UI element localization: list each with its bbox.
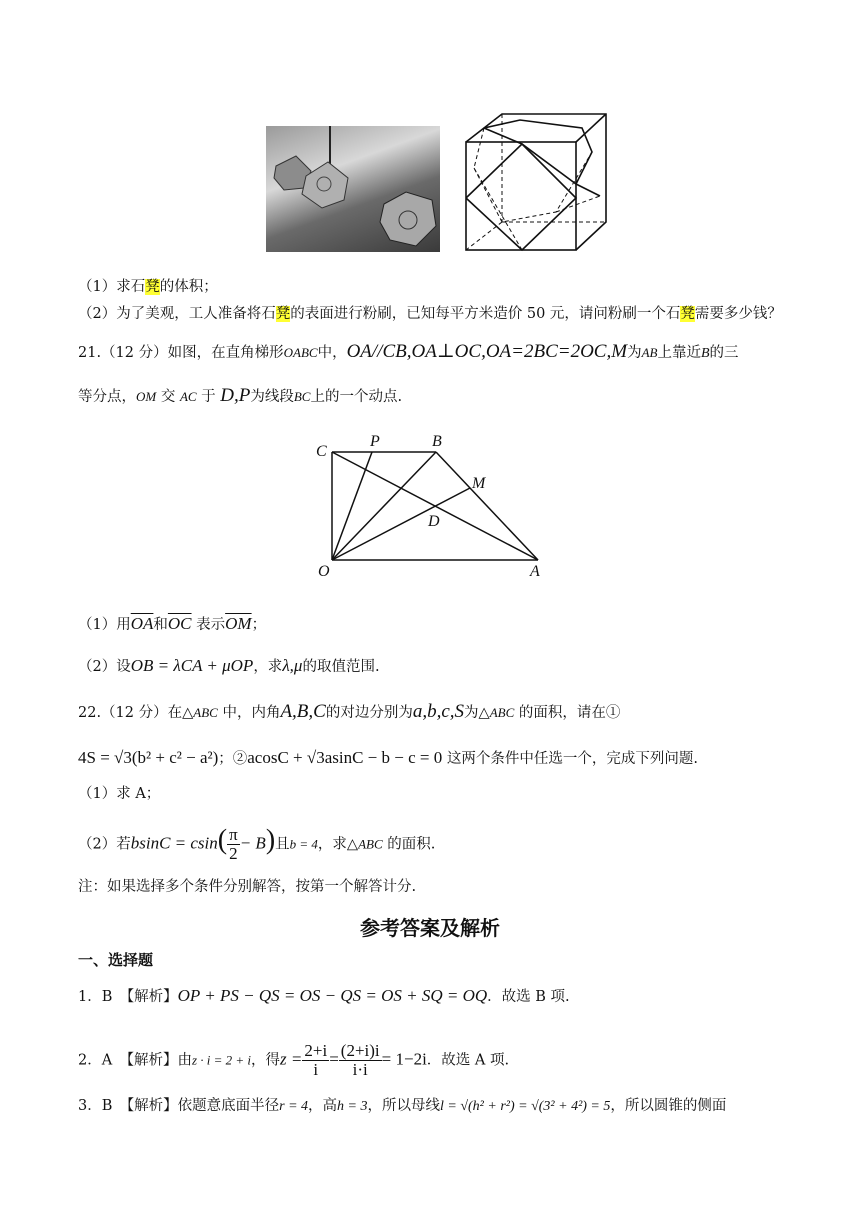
label-A: A <box>530 563 540 580</box>
answer-1: 1．B 【解析】OP + PS − QS = OS − QS = OS + SQ = OQ．故选 B 项. <box>78 986 570 1005</box>
trapezoid-diagram <box>314 430 554 604</box>
answer-2: 2．A 【解析】由z · i = 2 + i，得z = $\frac{2+i}{i}$ = $\frac{(2+i)i}{i\cdot i}$ = 1−2i．故选 A 项. <box>78 1041 510 1079</box>
label-O: O <box>318 563 330 580</box>
label-B: B <box>432 433 442 450</box>
answer-3: 3．B 【解析】依题意底面半径r = 4，高h = 3，所以母线l = √(h² + r²) = √(3² + 4²) = 5，所以圆锥的侧面 <box>78 1098 727 1114</box>
q22-note: 注：如果选择多个条件分别解答，按第一个解答计分. <box>78 879 417 895</box>
q22-stem-line2: 4S = √3(b² + c² − a²)；②acosC + √3asinC − b − c = 0 这两个条件中任选一个，完成下列问题. <box>78 748 698 767</box>
q22-stem-line1: 22.（12 分）在△ABC 中，内角A,B,C的对边分别为a,b,c,S为△ABC 的面积，请在① <box>78 701 621 722</box>
label-P: P <box>370 433 380 450</box>
q21-stem-line1: 21.（12 分）如图，在直角梯形OABC中，OA//CB,OA⊥OC,OA=2BC=2OC,M为AB上靠近B的三 <box>78 341 739 362</box>
q20-part2: （2）为了美观，工人准备将石凳的表面进行粉刷，已知每平方米造价 50 元，请问粉刷一个石凳需要多少钱？ <box>78 306 782 322</box>
q22-part1: （1）求 A； <box>78 786 161 802</box>
label-D: D <box>428 513 440 530</box>
stone-stool-photo <box>266 126 440 252</box>
q21-stem-line2: 等分点，OM 交 AC 于 D,P为线段BC上的一个动点. <box>78 385 403 406</box>
q22-part2: （2）若bsinC = csin( $\frac{\pi}{2}$ − B)且b = 4，求△ABC 的面积. <box>78 824 436 863</box>
q21-part2: （2）设OB = λCA + μOP，求λ,μ的取值范围. <box>78 656 380 675</box>
q21-part1: （1）用$\overline{OA}$和$\overline{OC}$ 表示$\overline{OM}$； <box>78 614 267 633</box>
answer-2-fraction-1: $\frac{2+i}{i}$ <box>304 1041 328 1079</box>
label-C: C <box>316 443 327 460</box>
section-heading: 一、选择题 <box>78 951 154 969</box>
pi-over-2-fraction: $\frac{\pi}{2}$ <box>229 825 238 863</box>
polyhedron-diagram <box>462 112 608 258</box>
label-M: M <box>472 475 486 492</box>
answer-2-fraction-2: $\frac{(2+i)i}{i\cdot i}$ <box>340 1041 380 1079</box>
answers-title: 参考答案及解析 <box>360 916 500 940</box>
q20-part1: （1）求石凳的体积； <box>78 279 218 295</box>
